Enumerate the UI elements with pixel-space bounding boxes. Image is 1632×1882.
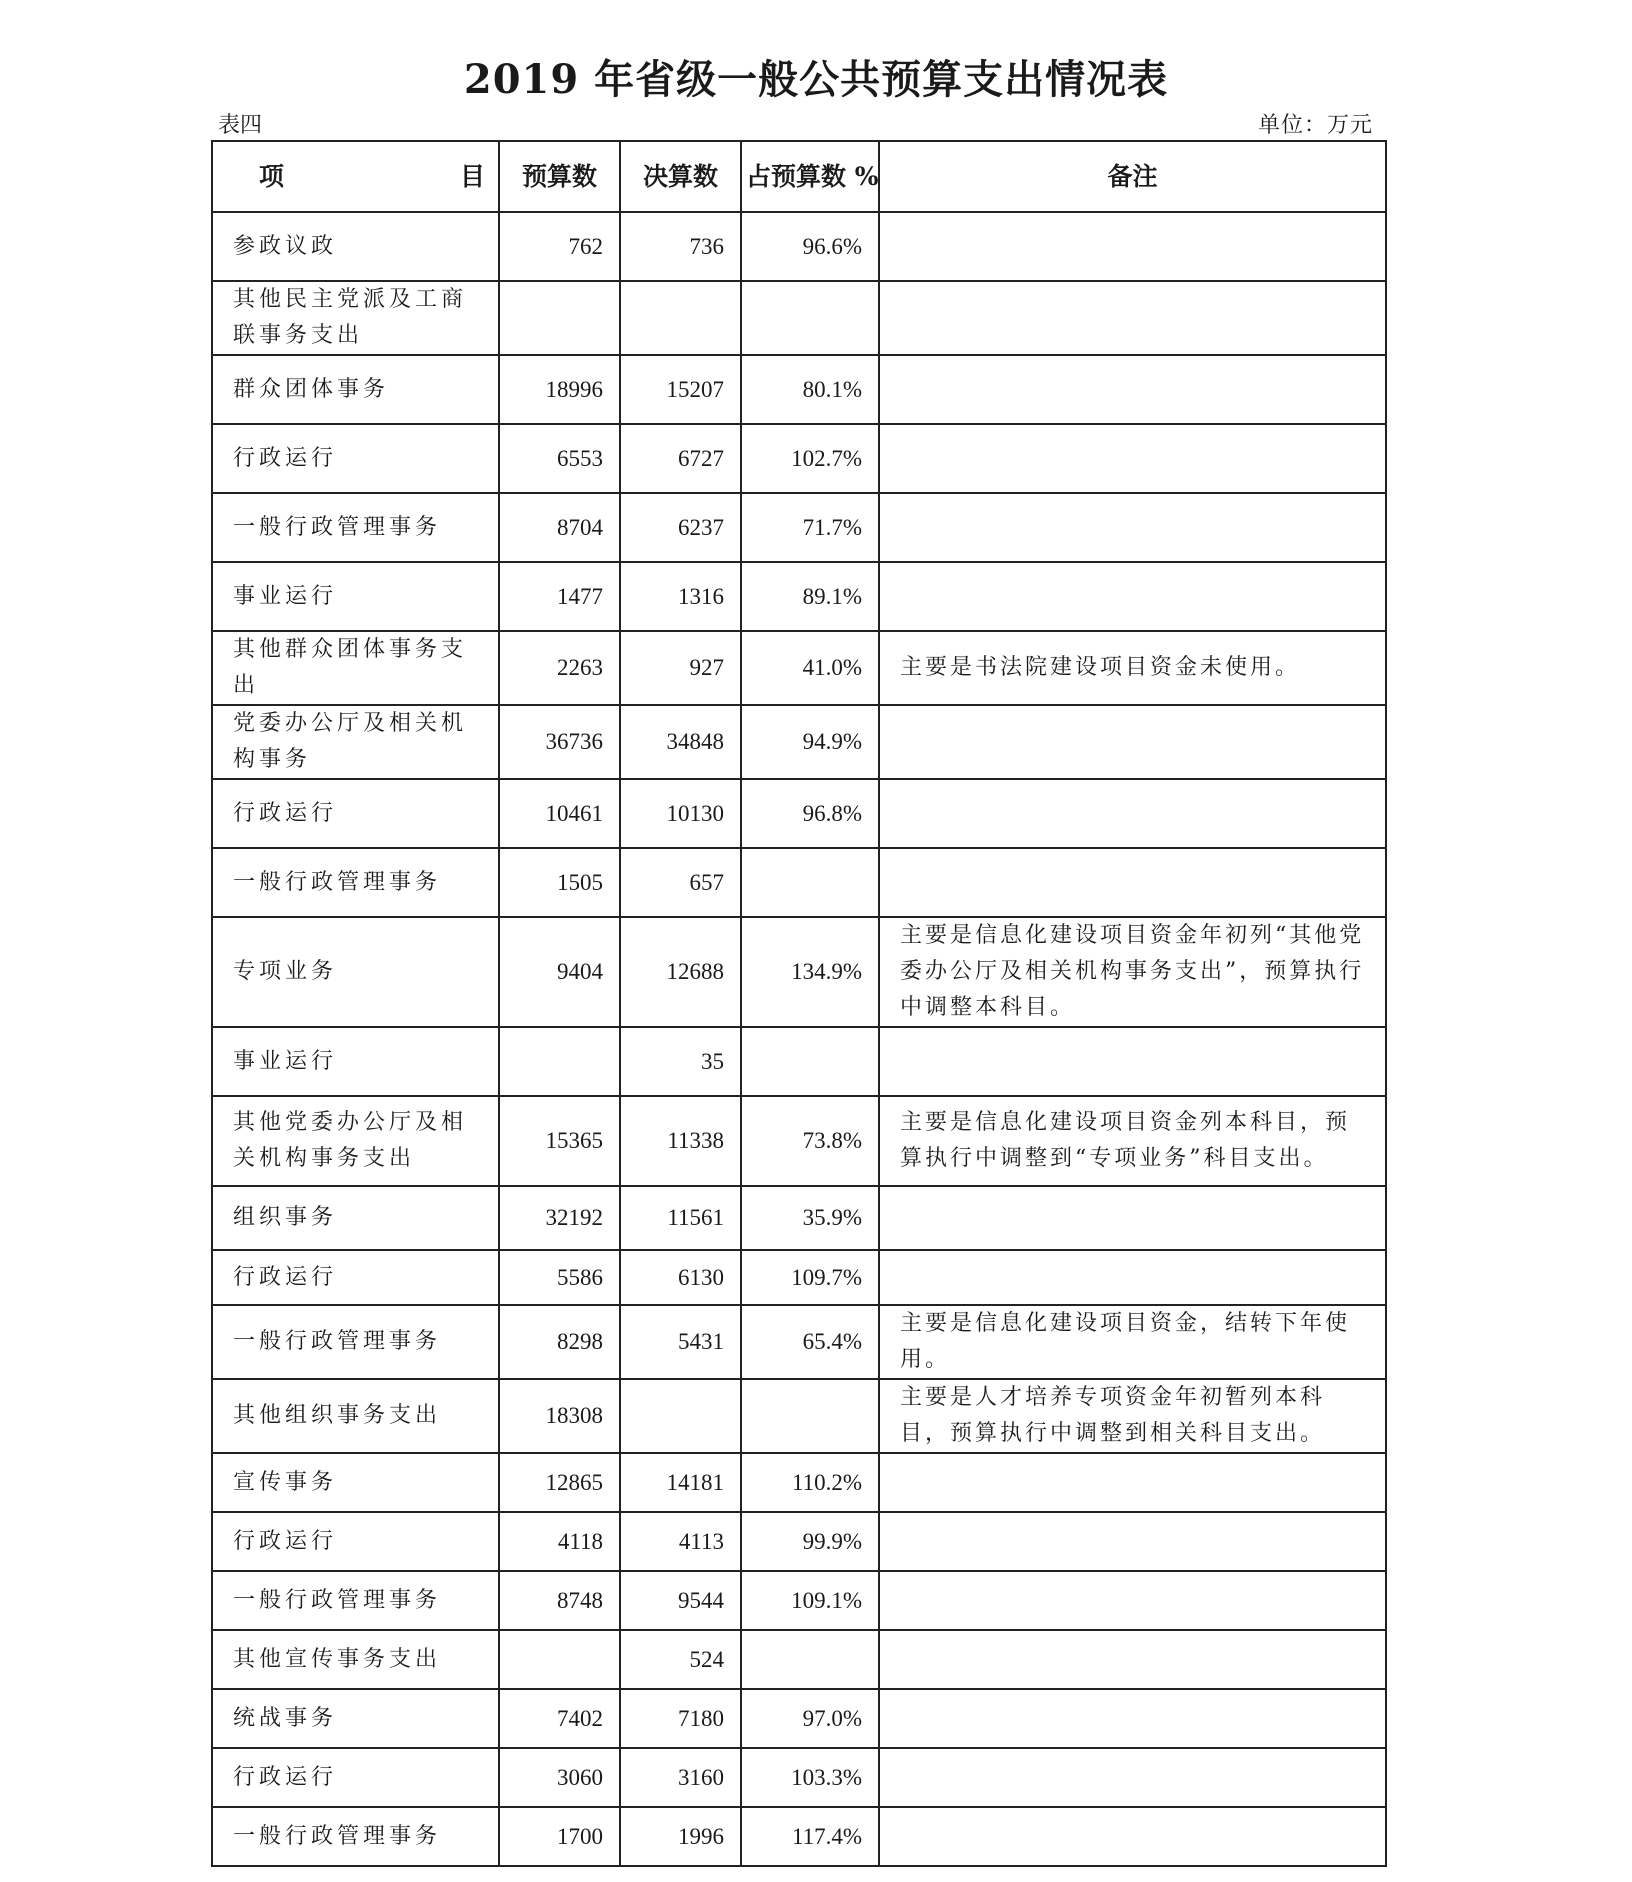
row-item: 事业运行 — [212, 562, 499, 631]
row-item: 专项业务 — [212, 917, 499, 1027]
row-actual: 7180 — [620, 1689, 741, 1748]
row-actual: 35 — [620, 1027, 741, 1096]
row-percent — [741, 848, 879, 917]
row-note — [879, 1186, 1386, 1250]
table-row — [212, 1096, 1386, 1186]
row-note: 主要是人才培养专项资金年初暂列本科目，预算执行中调整到相关科目支出。 — [879, 1379, 1386, 1453]
row-budget: 8298 — [499, 1305, 620, 1379]
table-row — [212, 355, 1386, 424]
header-row — [212, 141, 1386, 212]
row-budget: 4118 — [499, 1512, 620, 1571]
row-budget: 18996 — [499, 355, 620, 424]
table-row — [212, 779, 1386, 848]
row-percent: 89.1% — [741, 562, 879, 631]
row-budget: 762 — [499, 212, 620, 281]
table-row — [212, 1186, 1386, 1250]
table-number-label: 表四 — [218, 113, 263, 138]
row-item: 其他党委办公厅及相关机构事务支出 — [212, 1096, 499, 1186]
table-row — [212, 1379, 1386, 1453]
row-actual: 14181 — [620, 1453, 741, 1512]
row-item: 一般行政管理事务 — [212, 848, 499, 917]
row-budget: 3060 — [499, 1748, 620, 1807]
row-item: 其他宣传事务支出 — [212, 1630, 499, 1689]
row-item: 其他组织事务支出 — [212, 1379, 499, 1453]
header-budget: 预算数 — [499, 141, 620, 212]
table-row — [212, 424, 1386, 493]
row-percent: 117.4% — [741, 1807, 879, 1866]
row-budget — [499, 1027, 620, 1096]
row-note — [879, 212, 1386, 281]
document-title: 2019 年省级一般公共预算支出情况表 — [463, 56, 1169, 103]
table-row — [212, 631, 1386, 705]
budget-expenditure-table — [211, 140, 1387, 1867]
row-actual: 3160 — [620, 1748, 741, 1807]
row-note — [879, 355, 1386, 424]
table-row — [212, 212, 1386, 281]
row-item: 一般行政管理事务 — [212, 1571, 499, 1630]
row-budget: 8704 — [499, 493, 620, 562]
row-note — [879, 281, 1386, 355]
row-percent — [741, 1379, 879, 1453]
row-note: 主要是信息化建设项目资金列本科目，预算执行中调整到“专项业务”科目支出。 — [879, 1096, 1386, 1186]
unit-label: 单位：万元 — [1258, 113, 1374, 138]
row-item: 行政运行 — [212, 1250, 499, 1305]
row-actual: 524 — [620, 1630, 741, 1689]
row-actual: 4113 — [620, 1512, 741, 1571]
table-row — [212, 1689, 1386, 1748]
row-item: 宣传事务 — [212, 1453, 499, 1512]
table-row — [212, 705, 1386, 779]
row-budget: 32192 — [499, 1186, 620, 1250]
row-actual: 1996 — [620, 1807, 741, 1866]
table-row — [212, 281, 1386, 355]
row-actual: 6130 — [620, 1250, 741, 1305]
row-actual: 9544 — [620, 1571, 741, 1630]
row-percent: 35.9% — [741, 1186, 879, 1250]
row-actual: 736 — [620, 212, 741, 281]
row-note — [879, 848, 1386, 917]
table-row — [212, 1512, 1386, 1571]
row-note: 主要是信息化建设项目资金，结转下年使用。 — [879, 1305, 1386, 1379]
row-actual — [620, 281, 741, 355]
row-note — [879, 1453, 1386, 1512]
row-item: 统战事务 — [212, 1689, 499, 1748]
row-item: 行政运行 — [212, 779, 499, 848]
row-note — [879, 562, 1386, 631]
row-item: 事业运行 — [212, 1027, 499, 1096]
row-budget — [499, 281, 620, 355]
row-budget: 9404 — [499, 917, 620, 1027]
row-actual: 10130 — [620, 779, 741, 848]
row-budget: 1477 — [499, 562, 620, 631]
row-actual: 11561 — [620, 1186, 741, 1250]
row-actual: 1316 — [620, 562, 741, 631]
row-item: 组织事务 — [212, 1186, 499, 1250]
row-note — [879, 1807, 1386, 1866]
row-budget: 12865 — [499, 1453, 620, 1512]
row-item: 群众团体事务 — [212, 355, 499, 424]
row-budget: 5586 — [499, 1250, 620, 1305]
row-budget: 1700 — [499, 1807, 620, 1866]
row-actual: 15207 — [620, 355, 741, 424]
table-row — [212, 848, 1386, 917]
row-actual: 6727 — [620, 424, 741, 493]
row-budget: 7402 — [499, 1689, 620, 1748]
row-percent: 102.7% — [741, 424, 879, 493]
row-note — [879, 1512, 1386, 1571]
header-item: 项 目 — [212, 141, 499, 212]
header-note: 备注 — [879, 141, 1386, 212]
table-header — [212, 141, 1386, 212]
table-row — [212, 493, 1386, 562]
row-note: 主要是书法院建设项目资金未使用。 — [879, 631, 1386, 705]
row-budget — [499, 1630, 620, 1689]
table-row — [212, 1630, 1386, 1689]
table-row — [212, 917, 1386, 1027]
table-body — [212, 212, 1386, 1866]
row-item: 其他民主党派及工商联事务支出 — [212, 281, 499, 355]
row-note — [879, 1571, 1386, 1630]
row-percent: 109.7% — [741, 1250, 879, 1305]
row-note — [879, 1630, 1386, 1689]
row-percent: 134.9% — [741, 917, 879, 1027]
row-item: 党委办公厅及相关机构事务 — [212, 705, 499, 779]
row-budget: 2263 — [499, 631, 620, 705]
row-note — [879, 1748, 1386, 1807]
row-actual — [620, 1379, 741, 1453]
row-budget: 10461 — [499, 779, 620, 848]
row-actual: 927 — [620, 631, 741, 705]
table-row — [212, 1305, 1386, 1379]
row-actual: 34848 — [620, 705, 741, 779]
row-budget: 15365 — [499, 1096, 620, 1186]
table-row — [212, 1453, 1386, 1512]
table-row — [212, 1748, 1386, 1807]
table-row — [212, 1250, 1386, 1305]
header-actual: 决算数 — [620, 141, 741, 212]
row-percent: 96.8% — [741, 779, 879, 848]
row-percent — [741, 281, 879, 355]
row-note — [879, 1689, 1386, 1748]
row-item: 一般行政管理事务 — [212, 1807, 499, 1866]
row-percent: 41.0% — [741, 631, 879, 705]
row-actual: 11338 — [620, 1096, 741, 1186]
row-percent: 99.9% — [741, 1512, 879, 1571]
header-percent: 占预算数 % — [741, 141, 879, 212]
row-budget: 1505 — [499, 848, 620, 917]
row-note: 主要是信息化建设项目资金年初列“其他党委办公厅及相关机构事务支出”，预算执行中调整本科目。 — [879, 917, 1386, 1027]
row-percent: 65.4% — [741, 1305, 879, 1379]
row-actual: 12688 — [620, 917, 741, 1027]
row-note — [879, 705, 1386, 779]
row-percent: 110.2% — [741, 1453, 879, 1512]
row-item: 行政运行 — [212, 1748, 499, 1807]
row-percent: 103.3% — [741, 1748, 879, 1807]
row-percent: 109.1% — [741, 1571, 879, 1630]
row-note — [879, 493, 1386, 562]
row-percent: 80.1% — [741, 355, 879, 424]
row-actual: 5431 — [620, 1305, 741, 1379]
row-note — [879, 1027, 1386, 1096]
table-row — [212, 1807, 1386, 1866]
row-budget: 8748 — [499, 1571, 620, 1630]
row-item: 一般行政管理事务 — [212, 1305, 499, 1379]
row-percent: 97.0% — [741, 1689, 879, 1748]
table-row — [212, 1027, 1386, 1096]
row-actual: 6237 — [620, 493, 741, 562]
row-percent: 73.8% — [741, 1096, 879, 1186]
row-actual: 657 — [620, 848, 741, 917]
row-percent: 94.9% — [741, 705, 879, 779]
row-budget: 18308 — [499, 1379, 620, 1453]
row-item: 行政运行 — [212, 1512, 499, 1571]
table-row — [212, 562, 1386, 631]
row-item: 一般行政管理事务 — [212, 493, 499, 562]
row-percent: 71.7% — [741, 493, 879, 562]
table-row — [212, 1571, 1386, 1630]
row-note — [879, 1250, 1386, 1305]
row-percent — [741, 1027, 879, 1096]
row-percent: 96.6% — [741, 212, 879, 281]
row-item: 参政议政 — [212, 212, 499, 281]
row-note — [879, 779, 1386, 848]
row-item: 其他群众团体事务支出 — [212, 631, 499, 705]
row-budget: 6553 — [499, 424, 620, 493]
row-note — [879, 424, 1386, 493]
row-item: 行政运行 — [212, 424, 499, 493]
row-percent — [741, 1630, 879, 1689]
row-budget: 36736 — [499, 705, 620, 779]
